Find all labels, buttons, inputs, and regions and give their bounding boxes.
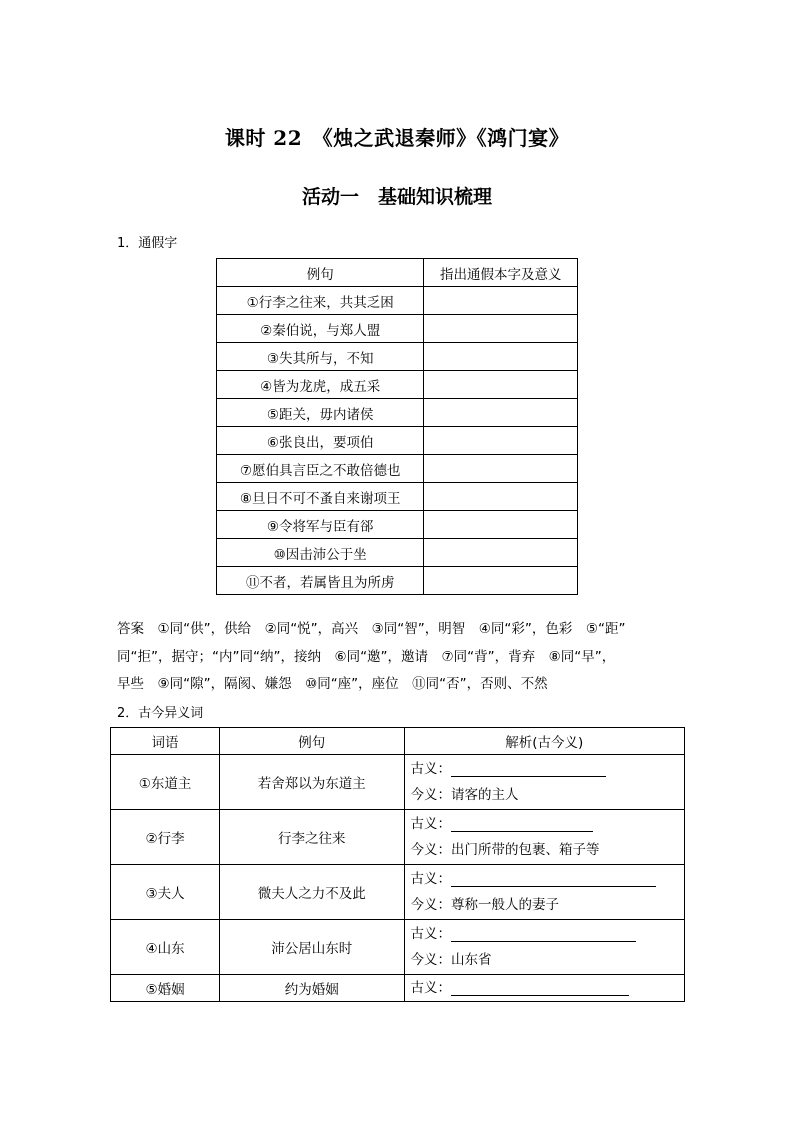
example-cell: ④皆为龙虎，成五采 xyxy=(217,371,424,399)
table-header-example: 例句 xyxy=(217,259,424,287)
word-cell: ⑤婚姻 xyxy=(111,975,220,1002)
answer-line: 早些 ⑨同“隙”，隔阂、嫌怨 ⑩同“座”，座位 ⑪同“否”，否则、不然 xyxy=(117,676,548,692)
analysis-cell xyxy=(404,920,684,975)
table-row xyxy=(217,315,578,343)
table-header-meaning: 指出通假本字及意义 xyxy=(424,259,578,287)
example-cell: ⑩因击沛公于坐 xyxy=(217,539,424,567)
ancient-blank[interactable] xyxy=(451,981,629,996)
table-row xyxy=(217,539,578,567)
answer-line: 答案 ①同“供”，供给 ②同“悦”，高兴 ③同“智”，明智 ④同“彩”，色彩 ⑤“距” xyxy=(117,621,626,637)
analysis-cell xyxy=(404,810,684,865)
table-row xyxy=(217,511,578,539)
modern-meaning: 今义：山东省 xyxy=(410,952,492,968)
modern-meaning: 今义：尊称一般人的妻子 xyxy=(410,897,560,913)
table-row xyxy=(111,975,685,1002)
table-row xyxy=(111,865,685,920)
answer-cell[interactable] xyxy=(424,511,578,539)
word-cell: ②行李 xyxy=(111,810,220,865)
answer-line: 同“拒”，据守；“内”同“纳”，接纳 ⑥同“邀”，邀请 ⑦同“背”，背弃 ⑧同“早”， xyxy=(117,648,616,665)
example-cell: 若舍郑以为东道主 xyxy=(220,755,405,810)
answer-cell[interactable] xyxy=(424,315,578,343)
table-row xyxy=(217,455,578,483)
ancient-label: 古义： xyxy=(410,761,452,777)
example-cell: 约为婚姻 xyxy=(220,975,405,1002)
table-row xyxy=(217,287,578,315)
example-cell: 沛公居山东时 xyxy=(220,920,405,975)
ancient-blank[interactable] xyxy=(451,817,593,832)
answer-cell[interactable] xyxy=(424,455,578,483)
example-cell: 行李之往来 xyxy=(220,810,405,865)
table-row xyxy=(217,399,578,427)
table-row xyxy=(217,427,578,455)
answer-cell[interactable] xyxy=(424,567,578,595)
ancient-label: 古义： xyxy=(410,871,452,887)
table-row xyxy=(111,920,685,975)
table-header-analysis: 解析(古今义) xyxy=(404,728,684,755)
ancient-label: 古义： xyxy=(410,980,452,996)
table-row xyxy=(217,567,578,595)
lesson-title: 课时 22 《烛之武退秦师》《鸿门宴》 xyxy=(224,126,570,150)
answer-cell[interactable] xyxy=(424,539,578,567)
ancient-blank[interactable] xyxy=(451,927,636,942)
answer-cell[interactable] xyxy=(424,287,578,315)
table-row xyxy=(111,755,685,810)
ancient-label: 古义： xyxy=(410,816,452,832)
answer-cell[interactable] xyxy=(424,371,578,399)
activity-title: 活动一 基础知识梳理 xyxy=(301,186,492,208)
analysis-cell xyxy=(404,865,684,920)
table-header-word: 词语 xyxy=(111,728,220,755)
example-cell: ⑤距关，毋内诸侯 xyxy=(217,399,424,427)
section-2-label: 2．古今异义词 xyxy=(117,706,204,721)
example-cell: ③失其所与，不知 xyxy=(217,343,424,371)
section-1-label: 1．通假字 xyxy=(117,236,178,251)
example-cell: ⑨令将军与臣有郤 xyxy=(217,511,424,539)
analysis-cell xyxy=(404,755,684,810)
answer-block xyxy=(117,616,682,699)
word-cell: ④山东 xyxy=(111,920,220,975)
ancient-label: 古义： xyxy=(410,926,452,942)
example-cell: ②秦伯说，与郑人盟 xyxy=(217,315,424,343)
example-cell: ⑪不者，若属皆且为所虏 xyxy=(217,567,424,595)
answer-cell[interactable] xyxy=(424,343,578,371)
answer-cell[interactable] xyxy=(424,427,578,455)
tongjiazi-table xyxy=(216,258,578,595)
table-row xyxy=(217,483,578,511)
answer-cell[interactable] xyxy=(424,483,578,511)
ancient-blank[interactable] xyxy=(451,872,656,887)
answer-cell[interactable] xyxy=(424,399,578,427)
table-header-example: 例句 xyxy=(220,728,405,755)
example-cell: ⑦愿伯具言臣之不敢倍德也 xyxy=(217,455,424,483)
word-cell: ①东道主 xyxy=(111,755,220,810)
gujin-yiyi-table xyxy=(110,727,685,1002)
modern-meaning: 今义：出门所带的包裹、箱子等 xyxy=(410,842,600,858)
example-cell: ⑥张良出，要项伯 xyxy=(217,427,424,455)
example-cell: ⑧旦日不可不蚤自来谢项王 xyxy=(217,483,424,511)
word-cell: ③夫人 xyxy=(111,865,220,920)
table-row xyxy=(217,343,578,371)
analysis-cell xyxy=(404,975,684,1002)
ancient-blank[interactable] xyxy=(451,762,606,777)
example-cell: ①行李之往来，共其乏困 xyxy=(217,287,424,315)
example-cell: 微夫人之力不及此 xyxy=(220,865,405,920)
modern-meaning: 今义：请客的主人 xyxy=(410,787,519,803)
table-row xyxy=(111,810,685,865)
table-row xyxy=(217,371,578,399)
